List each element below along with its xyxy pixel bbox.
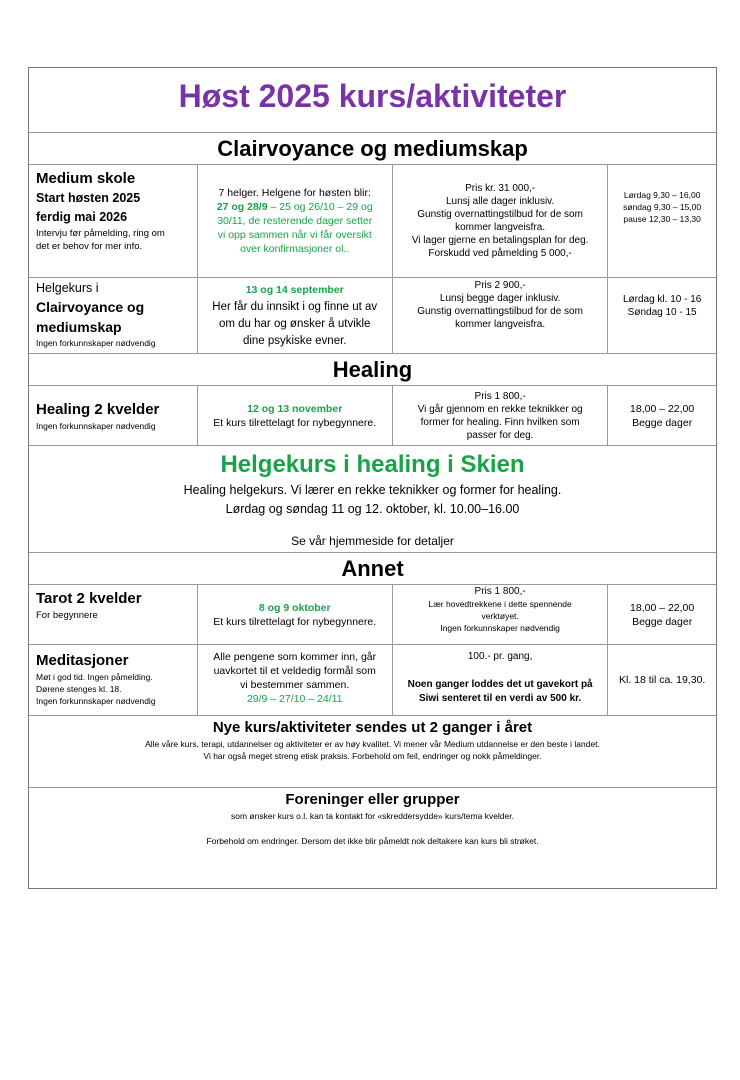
course-price: Pris kr. 31 000,- [465, 183, 536, 194]
course-desc-cell [197, 165, 392, 277]
course-name-cell [29, 645, 197, 715]
course-dates: 29/9 – 27/10 – 24/11 [246, 693, 343, 705]
course-price-detail: kommer langveisfra. [455, 319, 546, 330]
course-name-cell [29, 278, 197, 353]
healing-skien-row [29, 445, 716, 552]
course-note: Intervju før påmelding, ring om [36, 228, 165, 239]
course-desc: Et kurs tilrettelagt for nybegynnere. [213, 416, 377, 429]
course-dates: 13 og 14 september [245, 283, 344, 296]
course-name: Clairvoyance og [36, 299, 145, 315]
course-note: det er behov for mer info. [36, 241, 143, 252]
course-time: pause 12,30 – 13,30 [623, 214, 701, 224]
info-title: Nye kurs/aktiviteter sendes ut 2 ganger i året [212, 719, 533, 736]
course-desc-cell [197, 645, 392, 715]
info-text: Vi har også meget streng etisk praksis. Forbehold om feil, endringer og nokk påmeldinger. [203, 751, 542, 761]
course-time: Lørdag 9,30 – 16,00 [623, 190, 701, 200]
course-time-cell [607, 585, 716, 644]
course-price-detail: Vi lager gjerne en betalingsplan for deg. [411, 235, 589, 246]
course-dates: vi opp sammen når vi får oversikt [217, 229, 372, 241]
course-name-cell [29, 165, 197, 277]
course-desc: Et kurs tilrettelagt for nybegynnere. [213, 615, 377, 628]
info-row-nye-kurs [29, 715, 716, 787]
info-row-foreninger [29, 787, 716, 888]
skien-text: Healing helgekurs. Vi lærer en rekke teknikker og former for healing. [183, 483, 562, 497]
course-price-detail: Siwi senteret til en verdi av 500 kr. [418, 693, 582, 704]
course-price-detail: kommer langveisfra. [455, 222, 546, 233]
course-time-cell [607, 165, 716, 277]
skien-text: Se vår hjemmeside for detaljer [291, 534, 454, 548]
title-row [29, 68, 716, 132]
course-dates: 12 og 13 november [247, 402, 343, 415]
course-table [28, 67, 717, 889]
course-time-cell [607, 645, 716, 715]
course-desc-cell [197, 585, 392, 644]
course-price: 100.- pr. gang, [467, 651, 533, 662]
course-price: Pris 1 800,- [474, 586, 526, 597]
course-name: Helgekurs i [36, 281, 99, 295]
course-price-cell [392, 278, 607, 353]
course-time: Lørdag kl. 10 - 16 [622, 294, 702, 305]
course-price-detail: Lunsj alle dager inklusiv. [446, 196, 555, 207]
course-price-detail: Ingen forkunnskaper nødvendig [440, 623, 560, 633]
course-price-detail: verktøyet. [481, 611, 519, 621]
course-time: Søndag 10 - 15 [627, 307, 697, 318]
course-row-healing-2-kvelder [29, 385, 716, 445]
course-desc: dine psykiske evner. [242, 334, 347, 347]
course-name: Medium skole [36, 170, 136, 187]
course-note: Ingen forkunnskaper nødvendig [36, 338, 156, 348]
info-text: Forbehold om endringer. Dersom det ikke blir påmeldt nok deltakere kan kurs bli strøket. [206, 836, 539, 846]
course-price: Pris 2 900,- [474, 280, 526, 291]
info-text: som ønsker kurs o.l. kan ta kontakt for «skreddersydde» kurs/tema kvelder. [231, 811, 514, 821]
course-price-detail: Lær hovedtrekkene i dette spennende [428, 599, 572, 609]
section-heading-clairvoyance: Clairvoyance og mediumskap [217, 136, 528, 161]
course-desc: Her får du innsikt i og finne ut av [212, 300, 378, 313]
course-dates-bold: 27 og 28/9 [216, 201, 268, 213]
course-time-cell [607, 386, 716, 445]
course-name-cell [29, 386, 197, 445]
course-time: Begge dager [632, 615, 693, 628]
page-title: Høst 2025 kurs/aktiviteter [178, 78, 567, 114]
course-price-detail: Lunsj begge dager inklusiv. [439, 293, 561, 304]
course-row-meditasjoner [29, 644, 716, 715]
course-price-detail: Gunstig overnattingstilbud for de som [417, 306, 583, 317]
course-desc: Alle pengene som kommer inn, går [213, 651, 377, 663]
course-name: Tarot 2 kvelder [36, 590, 142, 607]
course-desc: uavkortet til et veldedig formål som [213, 665, 376, 677]
course-note: For begynnere [36, 610, 98, 621]
course-note: Dørene stenges kl. 18. [36, 684, 122, 694]
course-time: 18,00 – 22,00 [630, 402, 695, 415]
course-desc: vi bestemmer sammen. [240, 679, 350, 691]
course-dates: 8 og 9 oktober [258, 601, 331, 614]
course-dates-rest: – 25 og 26/10 – 29 og [267, 201, 373, 213]
course-name: Healing 2 kvelder [36, 400, 160, 418]
course-price-detail: Noen ganger loddes det ut gavekort på [407, 679, 593, 690]
course-name: Meditasjoner [36, 652, 129, 669]
course-note: Møt i god tid. Ingen påmelding. [36, 672, 153, 682]
course-row-medium-skole [29, 164, 716, 277]
section-clairvoyance [29, 132, 716, 164]
course-dates: over konfirmasjoner ol.. [240, 243, 350, 255]
course-time: Begge dager [632, 416, 693, 429]
course-time: søndag 9,30 – 15,00 [623, 202, 702, 212]
course-price: Pris 1 800,- [474, 390, 526, 402]
course-price-cell [392, 165, 607, 277]
info-text: Alle våre kurs, terapi, utdannelser og aktiviteter er av høy kvalitet. Vi mener vår Medium utdannelse er den beste i landet. [145, 739, 600, 749]
course-desc: 7 helger. Helgene for høsten blir: [218, 187, 371, 199]
course-desc-cell [197, 278, 392, 353]
course-price-detail: Gunstig overnattingstilbud for de som [417, 209, 583, 220]
section-annet [29, 552, 716, 584]
section-heading-annet: Annet [341, 556, 404, 581]
course-time: 18,00 – 22,00 [630, 601, 695, 614]
course-dates [202, 200, 388, 214]
section-healing [29, 353, 716, 385]
course-price-detail: passer for deg. [466, 429, 534, 441]
course-start: Start høsten 2025 [36, 191, 141, 205]
course-time-cell [607, 278, 716, 353]
skien-title: Helgekurs i healing i Skien [220, 451, 525, 478]
course-price-detail: Forskudd ved påmelding 5 000,- [428, 248, 572, 259]
section-heading-healing: Healing [332, 357, 413, 382]
course-end: ferdig mai 2026 [36, 210, 128, 224]
course-row-helgekurs-clairvoyance [29, 277, 716, 353]
course-desc-cell [197, 386, 392, 445]
course-price-detail: former for healing. Finn hvilken som [420, 416, 580, 428]
course-row-tarot [29, 584, 716, 644]
info-title: Foreninger eller grupper [285, 791, 460, 808]
skien-text: Lørdag og søndag 11 og 12. oktober, kl. 10.00–16.00 [225, 502, 520, 516]
course-note: Ingen forkunnskaper nødvendig [36, 696, 156, 706]
course-dates: 30/11, de resterende dager setter [217, 215, 373, 227]
course-price-detail: Vi går gjennom en rekke teknikker og [417, 403, 583, 415]
course-desc: om du har og ønsker å utvikle [218, 317, 371, 330]
course-price-cell [392, 645, 607, 715]
course-name-cell [29, 585, 197, 644]
course-price-cell [392, 585, 607, 644]
course-time: Kl. 18 til ca. 19,30. [618, 674, 706, 686]
course-note: Ingen forkunnskaper nødvendig [36, 420, 156, 431]
course-name: mediumskap [36, 319, 122, 335]
course-price-cell [392, 386, 607, 445]
